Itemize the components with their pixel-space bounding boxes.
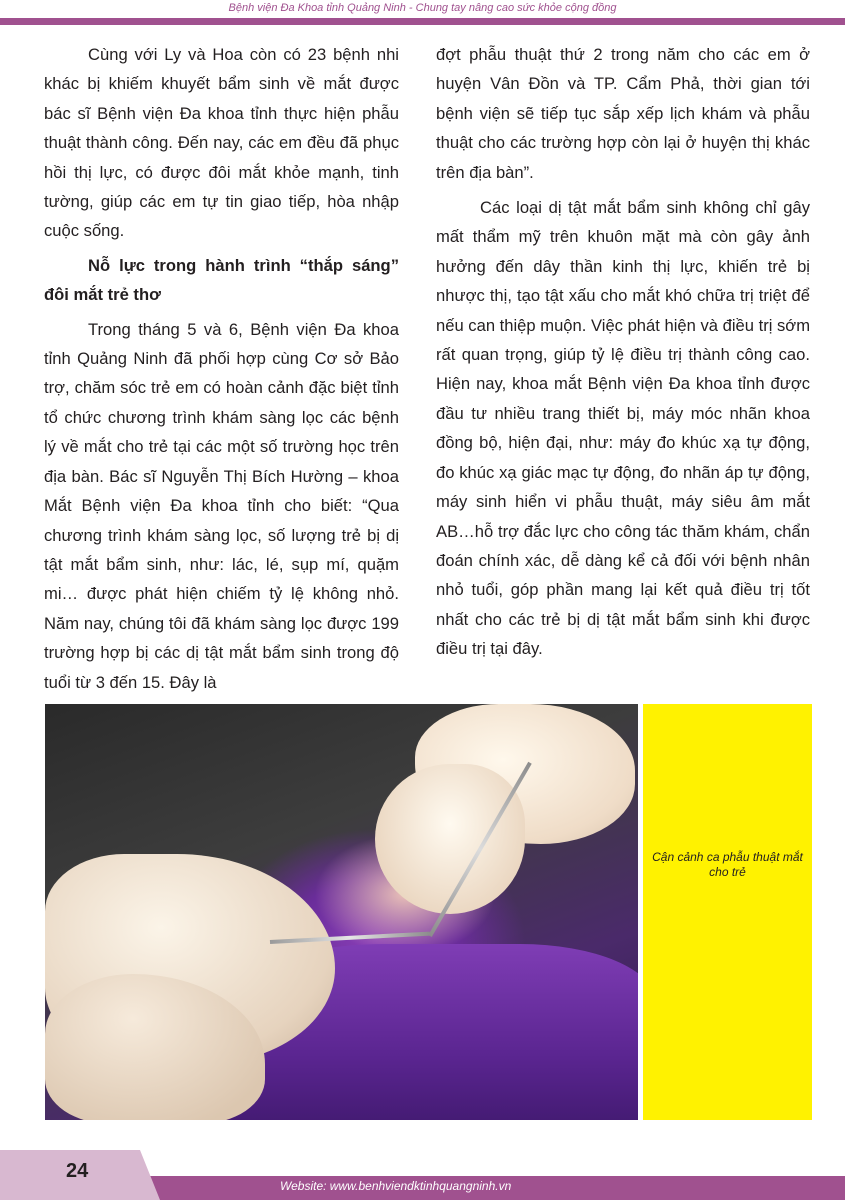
- paragraph: Trong tháng 5 và 6, Bệnh viện Đa khoa tỉnh Quảng Ninh đã phối hợp cùng Cơ sở Bảo trợ, chăm sóc trẻ em có hoàn cảnh đặc biệt tỉnh tổ chức chương trình khám sàng lọc các bệnh lý về mắt cho trẻ tại các một số trường học trên địa bàn. Bác sĩ Nguyễn Thị Bích Hường – khoa Mắt Bệnh viện Đa khoa tỉnh cho biết: “Qua chương trình khám sàng lọc, số lượng trẻ bị dị tật mắt bẩm sinh, như: lác, lé, sụp mí, quặm mi… được phát hiện chiếm tỷ lệ không nhỏ. Năm nay, chúng tôi đã khám sàng lọc được 199 trường hợp bị các dị tật mắt bẩm sinh trong độ tuổi từ 3 đến 15. Đây là: [44, 319, 399, 692]
- paragraph: đợt phẫu thuật thứ 2 trong năm cho các em ở huyện Vân Đồn và TP. Cẩm Phả, thời gian tới bệnh viện sẽ tiếp tục sắp xếp lịch khám và phẫu thuật cho các trường hợp còn lại ở huyện thị khác trên địa bàn”.: [436, 45, 810, 182]
- footer-website: Website: www.benhviendktinhquangninh.vn: [280, 1179, 512, 1193]
- left-column: [44, 40, 399, 697]
- page-number: 24: [66, 1160, 89, 1182]
- running-header: Bệnh viện Đa Khoa tỉnh Quảng Ninh - Chung tay nâng cao sức khỏe cộng đồng: [228, 2, 617, 14]
- photo-caption: Cận cảnh ca phẫu thuật mắt cho trẻ: [652, 850, 803, 879]
- caption-box: [643, 704, 812, 1120]
- section-heading: Nỗ lực trong hành trình “thắp sáng” đôi mắt trẻ thơ: [44, 255, 399, 305]
- paragraph: Các loại dị tật mắt bẩm sinh không chỉ gây mất thẩm mỹ trên khuôn mặt mà còn gây ảnh hưởng đến dây thần kinh thị lực, khiến trẻ bị nhược thị, tạo tật xấu cho mắt khó chữa trị triệt để nếu can thiệp muộn. Việc phát hiện và điều trị sớm rất quan trọng, giúp tỷ lệ điều trị thành công cao. Hiện nay, khoa mắt Bệnh viện Đa khoa tỉnh được đầu tư nhiều trang thiết bị, máy móc nhãn khoa đồng bộ, hiện đại, như: máy đo khúc xạ tự động, đo khúc xạ giác mạc tự động, đo nhãn áp tự động, máy sinh hiển vi phẫu thuật, máy siêu âm mắt AB…hỗ trợ đắc lực cho công tác thăm khám, chẩn đoán chính xác, dễ dàng kể cả đối với bệnh nhân nhỏ tuổi, góp phần mang lại kết quả điều trị tốt nhất cho các trẻ bị dị tật mắt bẩm sinh khi được điều trị tại đây.: [436, 198, 811, 659]
- paragraph: Cùng với Ly và Hoa còn có 23 bệnh nhi khác bị khiếm khuyết bẩm sinh về mắt được bác sĩ Bệnh viện Đa khoa tỉnh thực hiện phẫu thuật thành công. Đến nay, các em đều đã phục hồi thị lực, có được đôi mắt khỏe mạnh, tinh tường, giúp các em tự tin giao tiếp, hòa nhập cuộc sống.: [44, 45, 399, 241]
- surgery-photo: [45, 704, 638, 1120]
- header-bar: [0, 18, 845, 25]
- right-column: [436, 40, 810, 664]
- gloved-hand: [375, 764, 525, 914]
